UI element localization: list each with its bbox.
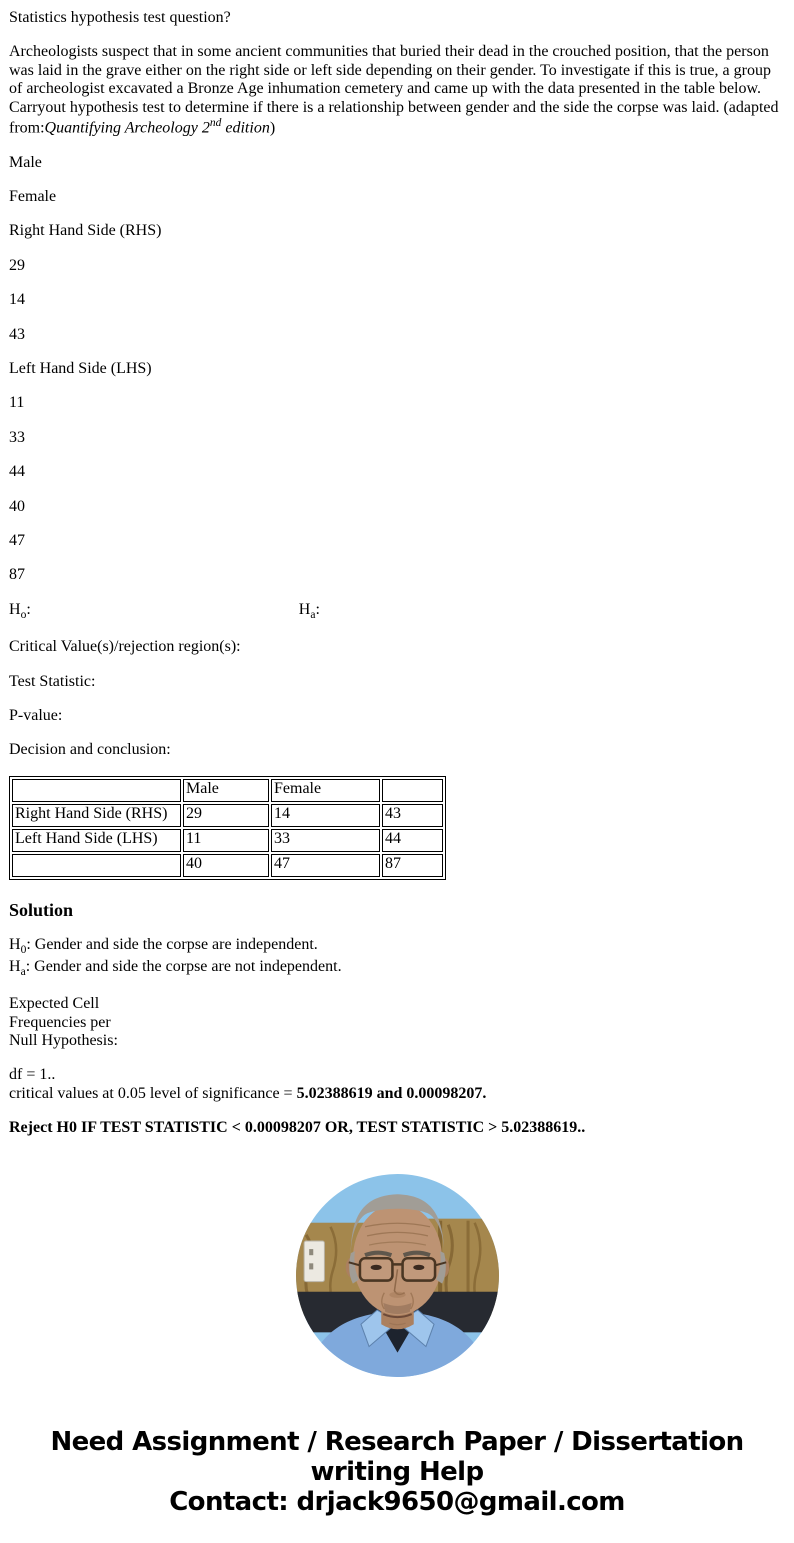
edition-superscript: nd (209, 116, 222, 129)
table-cell: 44 (382, 829, 443, 852)
solution-hypotheses (9, 936, 785, 979)
test-statistic-prompt: Test Statistic: (9, 672, 96, 690)
table-cell: 14 (271, 804, 380, 827)
list-item: Right Hand Side (RHS) (9, 222, 162, 240)
list-item: 11 (9, 394, 25, 412)
tutor-photo (296, 1174, 499, 1377)
question-title: Statistics hypothesis test question? (9, 9, 231, 26)
critical-value-prompt: Critical Value(s)/rejection region(s): (9, 638, 241, 656)
list-item: 33 (9, 428, 25, 446)
table-cell: Right Hand Side (RHS) (12, 804, 181, 827)
critical-values-prefix: critical values at 0.05 level of significance = (9, 1084, 297, 1102)
reject-rule: Reject H0 IF TEST STATISTIC < 0.00098207 OR, TEST STATISTIC > 5.02388619.. (9, 1119, 586, 1137)
ha-statement: $H_a$: Gender and side the corpse are not independent. (9, 957, 342, 979)
df-and-critical-values (9, 1066, 785, 1103)
table-cell: 47 (271, 854, 380, 877)
table-row (12, 804, 443, 827)
table-cell: 11 (183, 829, 269, 852)
table-cell (382, 779, 443, 802)
critical-values: 5.02388619 and 0.00098207. (296, 1084, 487, 1102)
list-item: Left Hand Side (LHS) (9, 360, 152, 378)
list-item: 87 (9, 566, 25, 584)
table-cell (12, 854, 181, 877)
list-item: 14 (9, 291, 25, 309)
table-cell: 40 (183, 854, 269, 877)
table-cell: 33 (271, 829, 380, 852)
table-cell: 87 (382, 854, 443, 877)
solution-heading: Solution (9, 899, 74, 920)
book-title: Quantifying Archeology 2 (44, 119, 210, 137)
table-cell: Male (183, 779, 269, 802)
expected-frequencies-label: Expected Cell Frequencies per Null Hypothesis: (9, 995, 118, 1050)
footer-contact: Contact: drjack9650@gmail.com (169, 1486, 625, 1517)
close-paren: ) (269, 119, 276, 137)
footer-banner (9, 1427, 785, 1543)
table-row (12, 854, 443, 877)
list-item: 47 (9, 531, 25, 549)
tutor-portrait-illustration (296, 1174, 499, 1377)
intro-text: Archeologists suspect that in some ancient communities that buried their dead in the crouched position, that the person was laid in the grave either on the right side or left side depending on their gender. To investigate if this is true, a group of archeologist excavated a Bronze Age inhumation cemetery and came up with the data presented in the table below. Carryout hypothesis test to determine if there is a relationship between gender and the side the corpse was laid. (adapted from: (9, 43, 779, 137)
table-row (12, 829, 443, 852)
list-item: 29 (9, 256, 25, 274)
table-header-row (12, 779, 443, 802)
list-item: Male (9, 153, 42, 171)
list-item: 44 (9, 463, 25, 481)
table-cell: Left Hand Side (LHS) (12, 829, 181, 852)
list-item: 40 (9, 497, 25, 515)
df-line: df = 1.. (9, 1066, 56, 1084)
table-cell: 43 (382, 804, 443, 827)
h-null-label: $H_o$: (9, 600, 31, 621)
table-cell (12, 779, 181, 802)
edition-word: edition (221, 119, 270, 137)
p-value-prompt: P-value: (9, 706, 63, 724)
list-item: 43 (9, 325, 25, 343)
intro-paragraph (9, 43, 785, 137)
hypothesis-blanks-line (9, 601, 785, 622)
list-item: Female (9, 188, 57, 206)
decision-prompt: Decision and conclusion: (9, 741, 171, 759)
contingency-table (9, 776, 446, 880)
h0-statement: $H_0$: Gender and side the corpse are independent. (9, 936, 318, 957)
footer-line-1: Need Assignment / Research Paper / Dissertation (50, 1426, 744, 1457)
table-cell: 29 (183, 804, 269, 827)
footer-line-2: writing Help (310, 1456, 484, 1487)
table-cell: Female (271, 779, 380, 802)
h-alt-label: $H_a$: (298, 600, 320, 621)
